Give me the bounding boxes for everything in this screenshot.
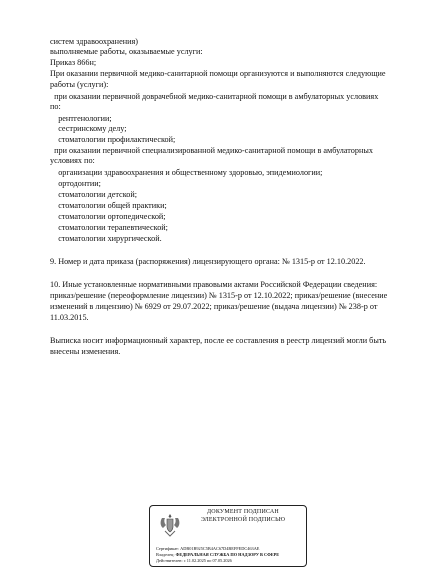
stamp-certificate: Сертификат: ADB01B925C5B4AC67D4BEFFEDC463AE [156, 546, 260, 551]
text-line: по: [50, 102, 61, 111]
text-line: при оказании первичной доврачебной медико-санитарной помощи в амбулаторных условиях [50, 92, 379, 101]
text-line: 11.03.2015. [50, 313, 89, 322]
text-line: условиях по: [50, 156, 95, 165]
list-item: рентгенологии; [50, 114, 112, 123]
stamp-validity: Действителен: с 11.02.2025 по 07.05.2026 [156, 558, 232, 563]
list-item: ортодонтии; [50, 179, 101, 188]
stamp-title: ДОКУМЕНТ ПОДПИСАН ЭЛЕКТРОННОЙ ПОДПИСЬЮ [200, 509, 286, 523]
disclaimer: Выписка носит информационный характер, после ее составления в реестр лицензий могли быть [50, 336, 387, 345]
coat-of-arms-icon [158, 512, 182, 538]
text-line: выполняемые работы, оказываемые услуги: [50, 47, 203, 56]
disclaimer: внесены изменения. [50, 347, 121, 356]
digital-signature-stamp [149, 505, 307, 567]
text-line: При оказании первичной медико-санитарной помощи организуются и выполняются следующие [50, 69, 386, 78]
list-item: стоматологии общей практики; [50, 201, 167, 210]
list-item: сестринскому делу; [50, 124, 127, 133]
list-item: стоматологии терапевтической; [50, 223, 168, 232]
list-item: стоматологии детской; [50, 190, 138, 199]
text-line: при оказании первичной специализированной медико-санитарной помощи в амбулаторных [50, 146, 373, 155]
section-9: 9. Номер и дата приказа (распоряжения) лицензирующего органа: № 1315-р от 12.10.2022. [50, 257, 366, 266]
text-line: работы (услуги): [50, 80, 109, 89]
section-10-heading: 10. Иные установленные нормативными правовыми актами Российской Федерации сведения: [50, 280, 378, 289]
list-item: стоматологии хирургической. [50, 234, 162, 243]
list-item: стоматологии профилактической; [50, 135, 176, 144]
list-item: организации здравоохранения и общественному здоровью, эпидемиологии; [50, 168, 323, 177]
text-line: изменений в лицензию) № 6929 от 29.07.2022; приказ/решение (выдача лицензии) № 238-р от [50, 302, 378, 311]
list-item: стоматологии ортопедической; [50, 212, 166, 221]
text-line: приказ/решение (переоформление лицензии) № 1315-р от 12.10.2022; приказ/решение (внесение [50, 291, 388, 300]
text-line: систем здравоохранения) [50, 37, 138, 46]
stamp-owner: Владелец: ФЕДЕРАЛЬНАЯ СЛУЖБА ПО НАДЗОРУ В СФЕРЕ [156, 552, 280, 557]
text-line: Приказ 866н; [50, 58, 97, 67]
